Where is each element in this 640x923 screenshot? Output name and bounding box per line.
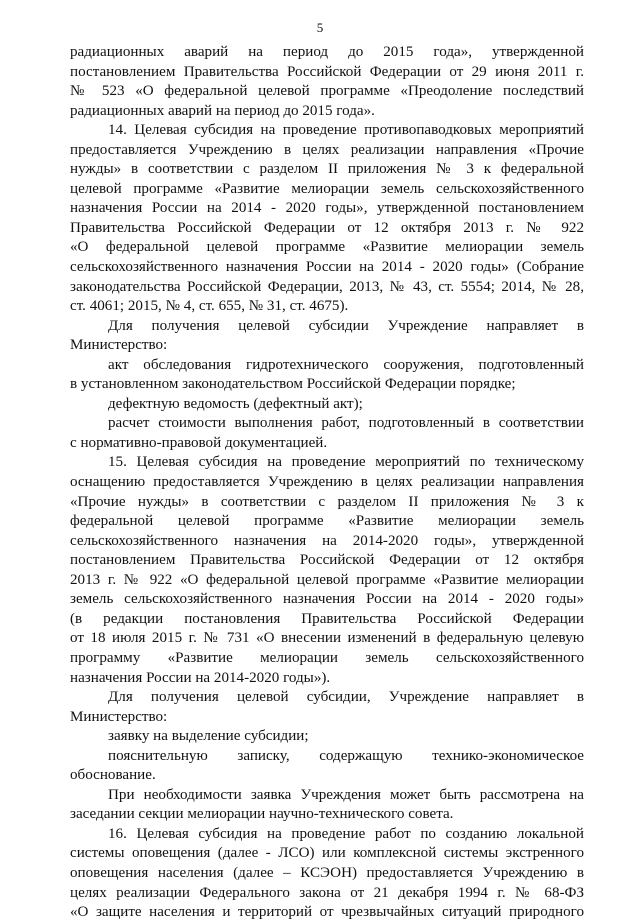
text-line: сельскохозяйственного назначения на 2014-2020 годы», утвержденной: [70, 532, 584, 549]
text-line: «Прочие нужды» в соответствии с разделом II приложения № 3 к: [70, 493, 584, 510]
text-line: оснащению предоставляется Учреждению в целях реализации направления: [70, 474, 584, 491]
text-line: «О федеральной целевой программе «Развитие мелиорации земель: [70, 239, 584, 256]
text-line: целевой программе «Развитие мелиорации земель сельскохозяйственного: [70, 180, 584, 197]
text-line: пояснительную записку, содержащую технико-экономическое: [108, 747, 584, 764]
text-line: целях реализации Федерального закона от 21 декабря 1994 г. № 68-ФЗ: [70, 884, 584, 901]
text-line: заявку на выделение субсидии;: [108, 728, 309, 745]
text-line: обоснование.: [70, 767, 156, 784]
text-line: с нормативно-правовой документацией.: [70, 434, 328, 451]
text-line: № 523 «О федеральной целевой программе «Преодоление последствий: [70, 83, 584, 100]
text-line: 14. Целевая субсидия на проведение противопаводковых мероприятий: [108, 122, 584, 139]
document-body: [70, 43, 584, 923]
text-line: дефектную ведомость (дефектный акт);: [108, 395, 363, 412]
text-line: законодательства Российской Федерации, 2013, № 43, ст. 5554; 2014, № 28,: [70, 278, 584, 295]
text-line: программу «Развитие мелиорации земель сельскохозяйственного: [70, 649, 584, 666]
text-line: оповещения населения (далее – КСЭОН) предоставляется Учреждению в: [70, 864, 584, 881]
text-line: нужды» в соответствии с разделом II приложения № 3 к федеральной: [70, 161, 584, 178]
text-line: ст. 4061; 2015, № 4, ст. 655, № 31, ст. 4675).: [70, 298, 349, 315]
text-line: Правительства Российской Федерации от 12 октября 2013 г. № 922: [70, 219, 584, 236]
text-line: постановлением Правительства Российской Федерации от 29 июня 2011 г.: [70, 63, 584, 80]
text-line: 2013 г. № 922 «О федеральной целевой программе «Развитие мелиорации: [70, 571, 584, 588]
text-line: назначения России на 2014-2020 годы»).: [70, 669, 331, 686]
text-line: Для получения целевой субсидии, Учреждение направляет в: [108, 689, 584, 706]
text-line: Министерство:: [70, 337, 168, 354]
text-line: «О защите населения и территорий от чрезвычайных ситуаций природного: [70, 904, 584, 921]
text-line: радиационных аварий на период до 2015 года», утвержденной: [70, 44, 584, 60]
text-line: расчет стоимости выполнения работ, подготовленный в соответствии: [108, 415, 584, 432]
text-line: земель сельскохозяйственного назначения России на 2014 - 2020 годы»: [70, 591, 584, 608]
text-line: 15. Целевая субсидия на проведение мероприятий по техническому: [108, 454, 584, 471]
text-line: от 18 июля 2015 г. № 731 «О внесении изменений в федеральную целевую: [70, 630, 584, 647]
text-line: сельскохозяйственного назначения России на 2014 - 2020 годы» (Собрание: [70, 259, 584, 276]
text-line: Министерство:: [70, 708, 168, 725]
text-line: Для получения целевой субсидии Учреждение направляет в: [108, 317, 584, 334]
text-line: акт обследования гидротехнического сооружения, подготовленный: [108, 356, 584, 373]
text-line: 16. Целевая субсидия на проведение работ по созданию локальной: [108, 825, 584, 842]
text-line: заседании секции мелиорации научно-технического совета.: [70, 806, 454, 823]
text-line: постановлением Правительства Российской Федерации от 12 октября: [70, 552, 584, 569]
page-number: 5: [316, 20, 324, 35]
text-line: (в редакции постановления Правительства Российской Федерации: [70, 610, 584, 627]
text-line: назначения России на 2014 - 2020 годы», утвержденной постановлением: [70, 200, 584, 217]
text-line: системы оповещения (далее - ЛСО) или комплексной системы экстренного: [70, 845, 584, 862]
text-line: При необходимости заявка Учреждения может быть рассмотрена на: [108, 786, 584, 803]
text-line: в установленном законодательством Российской Федерации порядке;: [70, 376, 516, 393]
text-line: радиационных аварий на период до 2015 года».: [70, 102, 375, 119]
text-line: федеральной целевой программе «Развитие мелиорации земель: [70, 513, 584, 530]
text-line: предоставляется Учреждению в целях реализации направления «Прочие: [70, 141, 584, 158]
